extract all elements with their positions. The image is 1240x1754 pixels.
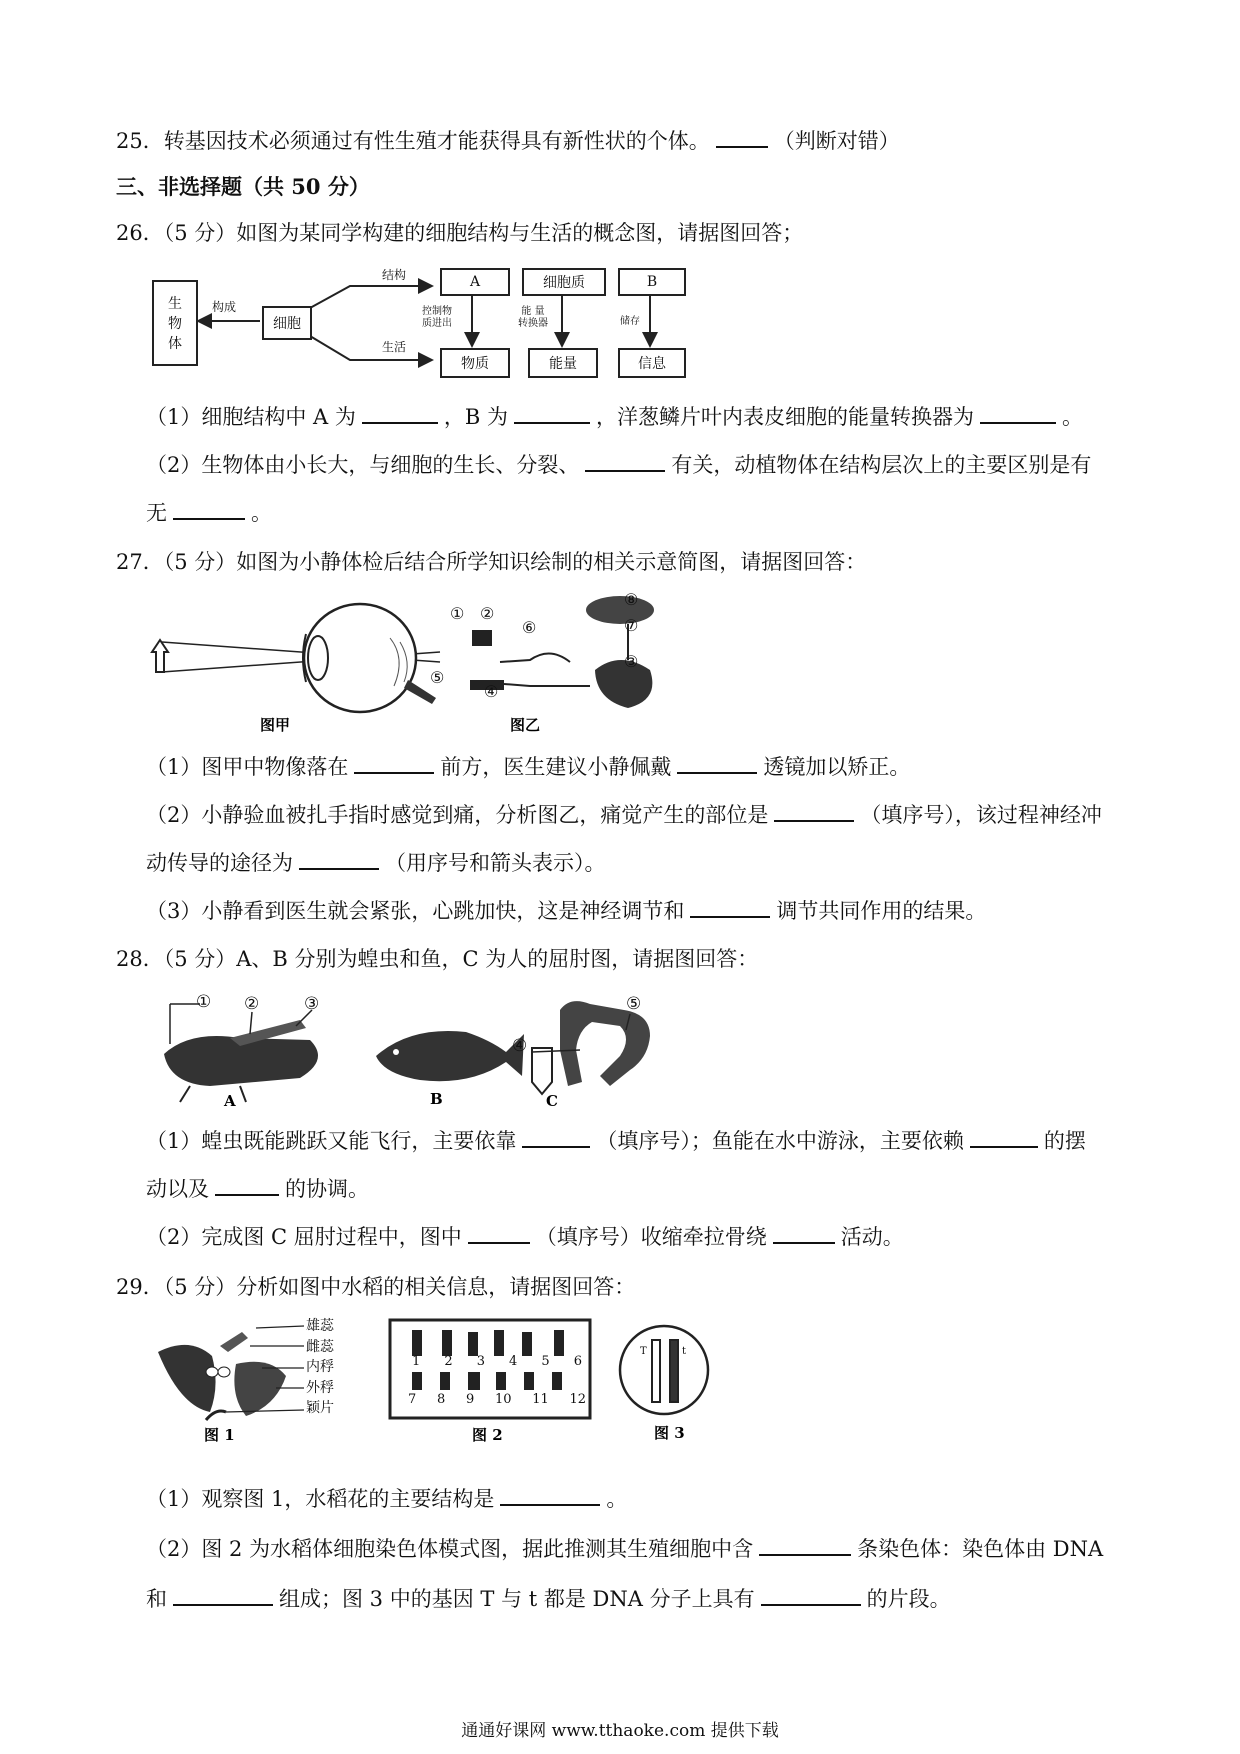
label-4: ④	[484, 682, 499, 701]
q26-p2b-text: 。	[251, 501, 272, 525]
q29-blank-protein[interactable]	[173, 1584, 273, 1606]
q28-p1-text: （填序号）；鱼能在水中游泳，主要依赖	[596, 1129, 964, 1153]
num-label-3: ③	[304, 994, 320, 1014]
label-pistil: 雌蕊	[306, 1338, 334, 1355]
box-b: B	[618, 268, 686, 296]
label-palea: 内稃	[306, 1359, 334, 1375]
q29-figures	[150, 1316, 750, 1442]
q28-blank-tail[interactable]	[970, 1126, 1038, 1148]
q26-blank-a[interactable]	[362, 402, 438, 424]
fig-a-letter: A	[224, 1092, 236, 1110]
q26-part2	[146, 450, 1091, 480]
compose-label: 构成	[212, 300, 237, 314]
q28-p1-text: 的摆	[1043, 1129, 1086, 1153]
q29-part1	[146, 1484, 627, 1514]
q27-blank-pain-site[interactable]	[774, 800, 854, 822]
q28-p1b-text: 的协调。	[285, 1177, 369, 1201]
q26-blank-converter[interactable]	[980, 402, 1056, 424]
chromo-num: 11	[532, 1392, 549, 1407]
num-label-5: ⑤	[626, 994, 642, 1014]
q29-blank-main-structure[interactable]	[500, 1484, 600, 1506]
structure-label: 结构	[382, 268, 407, 282]
q26-p2-text: （2）生物体由小长大，与细胞的生长、分裂、	[146, 453, 580, 477]
q27-part2	[146, 800, 1102, 830]
q27-p1-text: （1）图甲中物像落在	[146, 755, 349, 779]
note-a	[422, 306, 452, 330]
q26-part1	[146, 402, 1083, 432]
q29-stem: 29．（5 分）分析如图中水稻的相关信息，请据图回答：	[116, 1275, 636, 1299]
label-8: ⑧	[624, 590, 639, 609]
chromo-num: 4	[509, 1354, 518, 1369]
q25-line	[116, 126, 900, 156]
label-lemma: 外稃	[306, 1379, 334, 1396]
note-c	[518, 306, 548, 330]
q29-p2b-text: 的片段。	[866, 1587, 951, 1611]
chromo-row-1	[412, 1354, 582, 1369]
q27-p3-text: （3）小静看到医生就会紧张，心跳加快，这是神经调节和	[146, 899, 685, 923]
q27-p2-text: （2）小静验血被扎手指时感觉到痛，分析图乙，痛觉产生的部位是	[146, 803, 769, 827]
organism-char: 生	[168, 296, 182, 312]
num-label-4: ④	[512, 1036, 528, 1056]
q28-stem: 28．（5 分）A、B 分别为蝗虫和鱼，C 为人的屈肘图，请据图回答：	[116, 947, 759, 971]
label-7: ⑦	[624, 616, 639, 635]
organism-box	[152, 280, 198, 366]
q29-blank-count[interactable]	[759, 1534, 851, 1556]
fig-b-caption: 图乙	[510, 716, 541, 732]
rice-flower-chromosome-drawing	[150, 1316, 750, 1442]
chromo-num: 5	[541, 1354, 550, 1369]
q28-blank-joint[interactable]	[773, 1222, 835, 1244]
note-a-line: 质进出	[422, 318, 452, 329]
q27-stem: 27．（5 分）如图为小静体检后结合所学知识绘制的相关示意简图，请据图回答：	[116, 550, 867, 574]
q27-part1	[146, 752, 910, 782]
q26-part2-cont	[146, 498, 272, 528]
q27-figures	[150, 590, 710, 732]
label-1: ①	[450, 604, 465, 623]
chromo-num: 10	[494, 1392, 512, 1407]
q29-p2-text: （2）图 2 为水稻体细胞染色体模式图，据此推测其生殖细胞中含	[146, 1537, 754, 1561]
life-label: 生活	[382, 340, 407, 354]
q28-part1	[146, 1126, 1086, 1156]
label-5: ⑤	[430, 668, 445, 687]
fig-a-caption: 图甲	[260, 716, 291, 732]
gene-label-t: t	[682, 1346, 687, 1357]
box-cytoplasm: 细胞质	[522, 268, 606, 296]
q28-part2	[146, 1222, 904, 1252]
q28-blank-legs-wings[interactable]	[522, 1126, 590, 1148]
q27-blank-hormone[interactable]	[690, 896, 770, 918]
q29-p2b-text: 和	[146, 1587, 167, 1611]
chromo-num: 9	[465, 1392, 475, 1407]
organism-char: 体	[168, 336, 182, 352]
q28-blank-fins[interactable]	[215, 1174, 279, 1196]
q28-p1-text: （1）蝗虫既能跳跃又能飞行，主要依靠	[146, 1129, 517, 1153]
q27-p2b-text: 动传导的途径为	[146, 851, 293, 875]
q27-blank-lens[interactable]	[677, 752, 757, 774]
q26-blank-differentiation[interactable]	[585, 450, 665, 472]
q26-p1-text: ，B 为	[443, 405, 508, 429]
gene-label-T: T	[640, 1346, 647, 1357]
q26-p1-text: ，洋葱鳞片叶内表皮细胞的能量转换器为	[596, 405, 974, 429]
q25-text: 25．转基因技术必须通过有性生殖才能获得具有新性状的个体。	[116, 129, 710, 153]
chromo-num: 6	[573, 1354, 582, 1369]
note-c-line: 能 量	[521, 306, 545, 317]
q26-stem: 26．（5 分）如图为某同学构建的细胞结构与生活的概念图，请据图回答；	[116, 221, 804, 245]
section-title: 三、非选择题（共 50 分）	[116, 174, 370, 199]
cell-box: 细胞	[262, 306, 312, 340]
fig1-caption: 图 1	[204, 1426, 235, 1442]
q25-blank[interactable]	[716, 126, 768, 148]
q28-figures	[150, 990, 730, 1110]
q29-part2	[146, 1534, 1103, 1564]
q28-p2-text: （2）完成图 C 屈肘过程中，图中	[146, 1225, 462, 1249]
label-stamen: 雄蕊	[306, 1318, 334, 1334]
q28-p2-text: （填序号）收缩牵拉骨绕	[535, 1225, 767, 1249]
q27-p1-text: 前方，医生建议小静佩戴	[440, 755, 672, 779]
q28-p1b-text: 动以及	[146, 1177, 209, 1201]
q27-p2-text: （填序号），该过程神经冲	[860, 803, 1102, 827]
box-a: A	[440, 268, 510, 296]
box-matter: 物质	[440, 348, 510, 378]
chromo-num: 8	[436, 1392, 446, 1407]
q27-p3-text: 调节共同作用的结果。	[776, 899, 987, 923]
q26-concept-diagram	[150, 262, 690, 382]
q26-p2-text: 有关，动植物体在结构层次上的主要区别是有	[671, 453, 1092, 477]
q27-part2-cont	[146, 848, 606, 878]
fig3-caption: 图 3	[654, 1424, 685, 1442]
label-3: ③	[624, 652, 639, 671]
q28-p2-text: 活动。	[840, 1225, 904, 1249]
q26-p1-text: （1）细胞结构中 A 为	[146, 405, 356, 429]
fig-c-letter: C	[546, 1092, 558, 1110]
label-2: ②	[480, 604, 495, 623]
page-footer: 通通好课网 www.tthaoke.com 提供下载	[461, 1721, 779, 1741]
q26-p1-text: 。	[1062, 405, 1083, 429]
label-6: ⑥	[522, 618, 537, 637]
locust-fish-arm-drawing	[150, 990, 730, 1110]
note-a-line: 控制物	[422, 306, 452, 317]
box-info: 信息	[618, 348, 686, 378]
note-b: 储存	[620, 316, 640, 327]
flower-label-list	[306, 1316, 334, 1419]
q28-part1-cont	[146, 1174, 369, 1204]
fig-b-letter: B	[430, 1090, 443, 1108]
chromo-num: 3	[476, 1354, 485, 1369]
organism-char: 物	[168, 316, 182, 332]
q28-blank-muscle[interactable]	[468, 1222, 530, 1244]
box-energy: 能量	[528, 348, 598, 378]
q25-suffix: （判断对错）	[773, 129, 900, 153]
q29-part2-cont	[146, 1584, 951, 1614]
num-label-1: ①	[196, 992, 212, 1012]
q26-blank-system[interactable]	[173, 498, 245, 520]
fig2-caption: 图 2	[472, 1426, 503, 1442]
q29-p2b-text: 组成；图 3 中的基因 T 与 t 都是 DNA 分子上具有	[279, 1587, 755, 1611]
q27-p1-text: 透镜加以矫正。	[763, 755, 911, 779]
label-glume: 颖片	[306, 1400, 334, 1416]
q27-blank-pathway[interactable]	[299, 848, 379, 870]
q29-p1-text: （1）观察图 1，水稻花的主要结构是	[146, 1487, 495, 1511]
q26-connectors	[150, 262, 690, 382]
chromo-num: 1	[412, 1354, 421, 1369]
q27-blank-retina[interactable]	[354, 752, 434, 774]
q29-p1-text: 。	[606, 1487, 628, 1511]
note-c-line: 转换器	[518, 318, 548, 329]
q27-p2b-text: （用序号和箭头表示）。	[385, 851, 606, 875]
chromo-num: 12	[569, 1392, 586, 1407]
q27-part3	[146, 896, 986, 926]
chromo-num: 7	[408, 1392, 417, 1407]
q26-blank-b[interactable]	[514, 402, 590, 424]
num-label-2: ②	[244, 994, 260, 1014]
q29-blank-genetic-effect[interactable]	[761, 1584, 861, 1606]
q29-p2-text: 条染色体：染色体由 DNA	[857, 1537, 1104, 1561]
chromo-num: 2	[444, 1354, 453, 1369]
q26-p2b-text: 无	[146, 501, 167, 525]
chromo-row-2	[408, 1392, 586, 1407]
